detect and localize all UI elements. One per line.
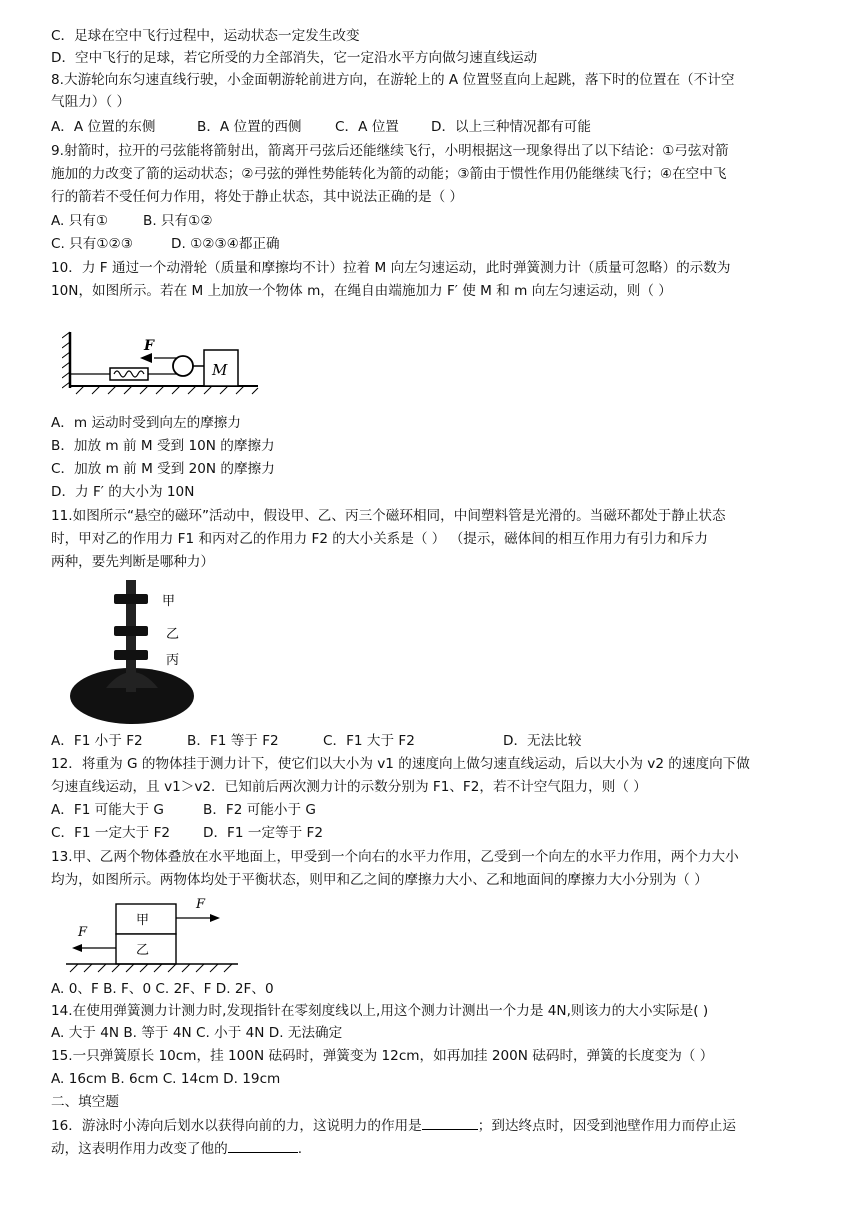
q11-option-b: B．F1 等于 F2 [187, 733, 279, 749]
label-jia: 甲 [162, 594, 176, 609]
q14-stem: 14.在使用弹簧测力计测力时,发现指针在零刻度线以上,用这个测力计测出一个力是 4N,则该力的大小实际是( ) [51, 1003, 709, 1019]
section-fill-in-heading: 二、填空题 [51, 1094, 119, 1110]
q12-options-row1 [51, 800, 821, 820]
q9-option-b: B. 只有①② [143, 213, 213, 229]
q12-stem-line1: 12．将重为 G 的物体挂于测力计下，使它们以大小为 v1 的速度向上做匀速直线运动，后以大小为 v2 的速度向下做 [51, 756, 750, 772]
q11-stem-line2: 时，甲对乙的作用力 F1 和丙对乙的作用力 F2 的大小关系是（ ） （提示，磁体间的相互作用力有引力和斥力 [51, 531, 708, 547]
q16-text-part1: 16．游泳时小涛向后划水以获得向前的力，这说明力的作用是 [51, 1118, 422, 1134]
label-bing: 丙 [166, 653, 180, 668]
q11-option-c: C．F1 大于 F2 [323, 733, 415, 749]
q8-option-d: D．以上三种情况都有可能 [431, 119, 591, 135]
q9-option-d: D. ①②③④都正确 [171, 236, 280, 252]
q11-stem-line3: 两种，要先判断是哪种力） [51, 554, 215, 570]
block-yi-label: 乙 [136, 943, 150, 958]
q13-stem-line1: 13.甲、乙两个物体叠放在水平地面上，甲受到一个向右的水平力作用，乙受到一个向左的水平力作用，两个力大小 [51, 849, 739, 865]
ring-jia [114, 594, 148, 604]
q10-option-d: D．力 F′ 的大小为 10N [51, 484, 195, 500]
q9-option-a: A. 只有① [51, 213, 109, 229]
q12-option-c: C．F1 一定大于 F2 [51, 825, 171, 841]
block-jia-label: 甲 [136, 913, 150, 928]
left-force-arrowhead [72, 944, 82, 952]
q7-option-c: C．足球在空中飞行过程中，运动状态一定发生改变 [51, 28, 360, 44]
q11-magnet-rings-figure [66, 576, 202, 726]
q8-options [51, 117, 821, 137]
q11-option-d: D．无法比较 [503, 733, 582, 749]
q9-option-c: C. 只有①②③ [51, 236, 133, 252]
ground-hatching [70, 964, 232, 972]
q16-line1 [51, 1115, 821, 1136]
q15-stem: 15.一只弹簧原长 10cm，挂 100N 砝码时，弹簧变为 12cm，如再加挂 200N 砝码时，弹簧的长度变为（ ） [51, 1048, 714, 1064]
q10-stem-line1: 10．力 F 通过一个动滑轮（质量和摩擦均不计）拉着 M 向左匀速运动，此时弹簧测力计（质量可忽略）的示数为 [51, 260, 731, 276]
left-force-label: F [78, 925, 88, 940]
q11-option-a: A．F1 小于 F2 [51, 733, 143, 749]
block-m-label: M [212, 361, 228, 379]
q10-option-a: A．m 运动时受到向左的摩擦力 [51, 415, 241, 431]
q16-text-part3: 动，这表明作用力改变了他的 [51, 1141, 228, 1157]
q15-options: A. 16cm B. 6cm C. 14cm D. 19cm [51, 1071, 281, 1087]
q10-option-c: C．加放 m 前 M 受到 20N 的摩擦力 [51, 461, 275, 477]
q16-blank-1[interactable] [422, 1115, 478, 1130]
q12-option-a: A．F1 可能大于 G [51, 802, 164, 818]
q9-stem-line2: 施加的力改变了箭的运动状态；②弓弦的弹性势能转化为箭的动能；③箭由于惯性作用仍能继续飞行；④在空中飞 [51, 166, 727, 182]
q9-stem-line1: 9.射箭时，拉开的弓弦能将箭射出，箭离开弓弦后还能继续飞行，小明根据这一现象得出了以下结论：①弓弦对箭 [51, 143, 729, 159]
q16-text-part4: . [297, 1141, 303, 1157]
q12-options-row2 [51, 823, 821, 843]
q9-stem-line3: 行的箭若不受任何力作用，将处于静止状态，其中说法正确的是（ ） [51, 189, 464, 205]
q12-option-b: B．F2 可能小于 G [203, 802, 316, 818]
spring-scale [110, 368, 148, 380]
q11-stem-line1: 11.如图所示“悬空的磁环”活动中，假设甲、乙、丙三个磁环相同，中间塑料管是光滑的。当磁环都处于静止状态 [51, 508, 726, 524]
q9-options-row2 [51, 234, 821, 254]
force-arrowhead [140, 353, 152, 363]
q16-line2 [51, 1138, 821, 1159]
q8-option-c: C．A 位置 [335, 119, 399, 135]
q9-options-row1 [51, 211, 821, 231]
q12-stem-line2: 匀速直线运动，且 v1＞v2．已知前后两次测力计的示数分别为 F1、F2，若不计空气阻力，则（ ） [51, 779, 647, 795]
q10-pulley-figure [62, 328, 262, 398]
force-label-f: F [144, 338, 154, 354]
right-force-label: F [196, 897, 206, 912]
q8-stem-line2: 气阻力）（ ） [51, 94, 131, 110]
q13-stem-line2: 均为，如图所示。两物体均处于平衡状态，则甲和乙之间的摩擦力大小、乙和地面间的摩擦力大小分别为（ ） [51, 872, 708, 888]
q8-stem-line1: 8.大游轮向东匀速直线行驶，小金面朝游轮前进方向，在游轮上的 A 位置竖直向上起跳，落下时的位置在（不计空 [51, 72, 735, 88]
q12-option-d: D．F1 一定等于 F2 [203, 825, 324, 841]
q8-option-b: B．A 位置的西侧 [197, 119, 302, 135]
q13-options: A. 0、F B. F、0 C. 2F、F D. 2F、0 [51, 981, 274, 997]
q14-options: A. 大于 4N B. 等于 4N C. 小于 4N D. 无法确定 [51, 1025, 343, 1041]
right-force-arrowhead [210, 914, 220, 922]
q10-option-b: B．加放 m 前 M 受到 10N 的摩擦力 [51, 438, 275, 454]
pulley-wheel [173, 356, 193, 376]
q16-text-part2: ；到达终点时，因受到池壁作用力而停止运 [477, 1118, 737, 1134]
q13-stacked-blocks-figure [66, 896, 238, 974]
q11-options [51, 731, 821, 751]
ground-hatching [76, 386, 258, 394]
q7-option-d: D．空中飞行的足球，若它所受的力全部消失，它一定沿水平方向做匀速直线运动 [51, 50, 538, 66]
label-yi: 乙 [166, 627, 180, 642]
q10-stem-line2: 10N，如图所示。若在 M 上加放一个物体 m，在绳自由端施加力 F′ 使 M 和 m 向左匀速运动，则（ ） [51, 283, 672, 299]
ring-bing [114, 650, 148, 660]
q16-blank-2[interactable] [228, 1138, 298, 1153]
ring-yi [114, 626, 148, 636]
q8-option-a: A．A 位置的东侧 [51, 119, 156, 135]
